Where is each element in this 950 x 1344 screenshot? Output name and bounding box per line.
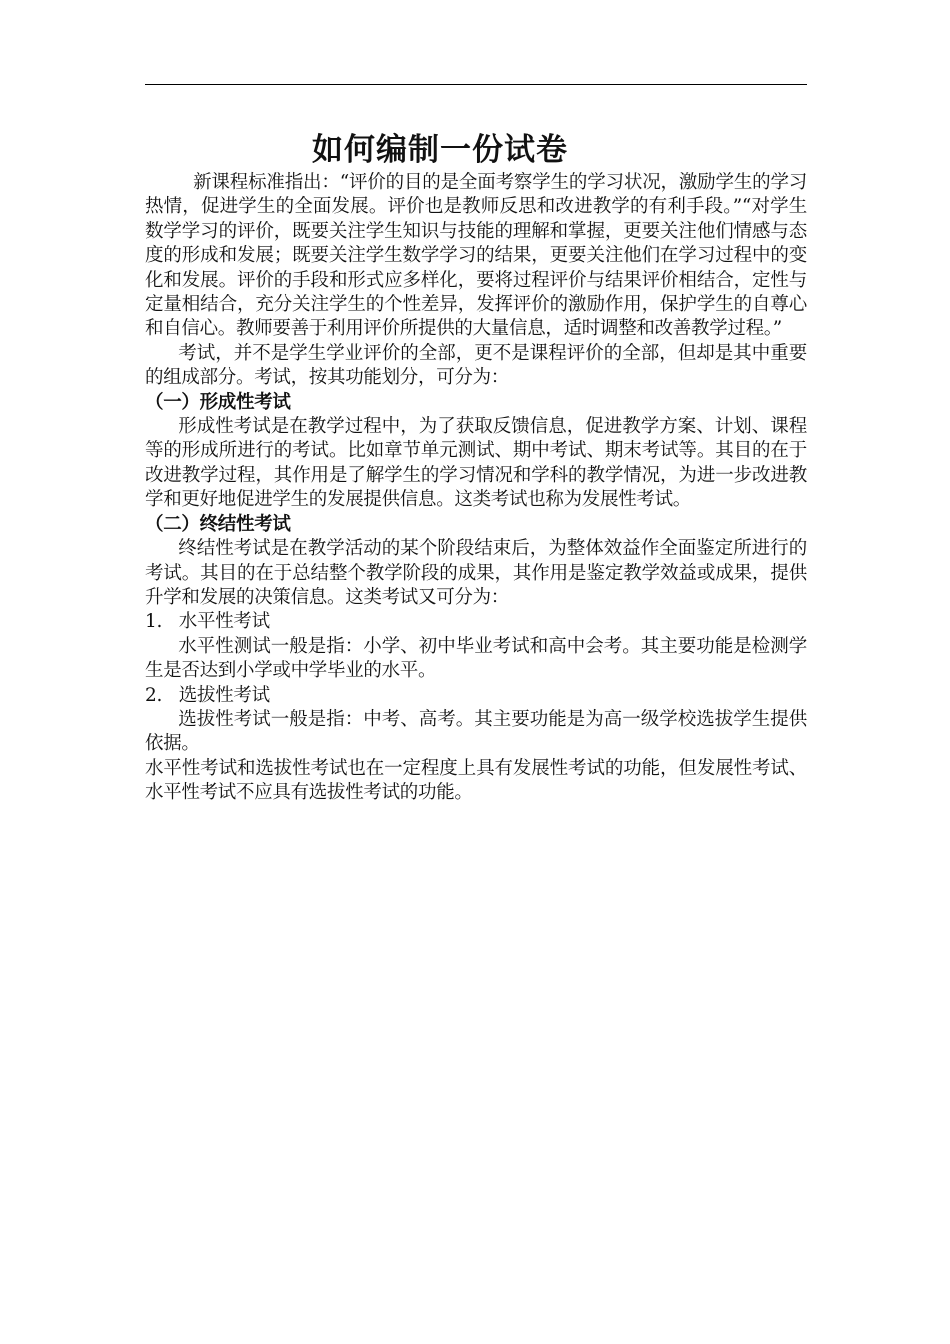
- summative-paragraph: 终结性考试是在教学活动的某个阶段结束后，为整体效益作全面鉴定所进行的考试。其目的在于总结整个教学阶段的成果，其作用是鉴定教学效益或成果，提供升学和发展的决策信息。这类考试又可分为：: [145, 538, 807, 608]
- list-item-level-exam: 1. 水平性考试: [145, 611, 270, 633]
- selection-exam-paragraph: 选拔性考试一般是指：中考、高考。其主要功能是为高一级学校选拔学生提供依据。: [145, 708, 807, 755]
- list-item-selection-exam: 2. 选拔性考试: [145, 684, 270, 706]
- formative-paragraph: 形成性考试是在教学过程中，为了获取反馈信息，促进教学方案、计划、课程等的形成所进行的考试。比如章节单元测试、期中考试、期末考试等。其目的在于改进教学过程，其作用是了解学生的学习情况和学科的教学情况，为进一步改进教学和更好地促进学生的发展提供信息。这类考试也称为发展性考试。: [145, 416, 807, 511]
- document-body: [145, 171, 807, 806]
- summative-heading: （二）终结性考试: [145, 513, 291, 535]
- header-rule: [145, 84, 807, 85]
- closing-paragraph: 水平性考试和选拔性考试也在一定程度上具有发展性考试的功能，但发展性考试、水平性考试不应具有选拔性考试的功能。: [145, 757, 807, 804]
- document-title: 如何编制一份试卷: [312, 132, 568, 168]
- level-exam-paragraph: 水平性测试一般是指：小学、初中毕业考试和高中会考。其主要功能是检测学生是否达到小学或中学毕业的水平。: [145, 635, 807, 682]
- exam-overview-paragraph: 考试，并不是学生学业评价的全部，更不是课程评价的全部，但却是其中重要的组成部分。考试，按其功能划分，可分为：: [145, 342, 807, 389]
- intro-paragraph: 新课程标准指出：“评价的目的是全面考察学生的学习状况，激励学生的学习热情，促进学生的全面发展。评价也是教师反思和改进教学的有利手段。”“对学生数学学习的评价，既要关注学生知识与技能的理解和掌握，更要关注他们情感与态度的形成和发展；既要关注学生数学学习的结果，更要关注他们在学习过程中的变化和发展。评价的手段和形式应多样化，要将过程评价与结果评价相结合，定性与定量相结合，充分关注学生的个性差异，发挥评价的激励作用，保护学生的自尊心和自信心。教师要善于利用评价所提供的大量信息，适时调整和改善教学过程。”: [145, 172, 807, 340]
- formative-heading: （一）形成性考试: [145, 391, 291, 413]
